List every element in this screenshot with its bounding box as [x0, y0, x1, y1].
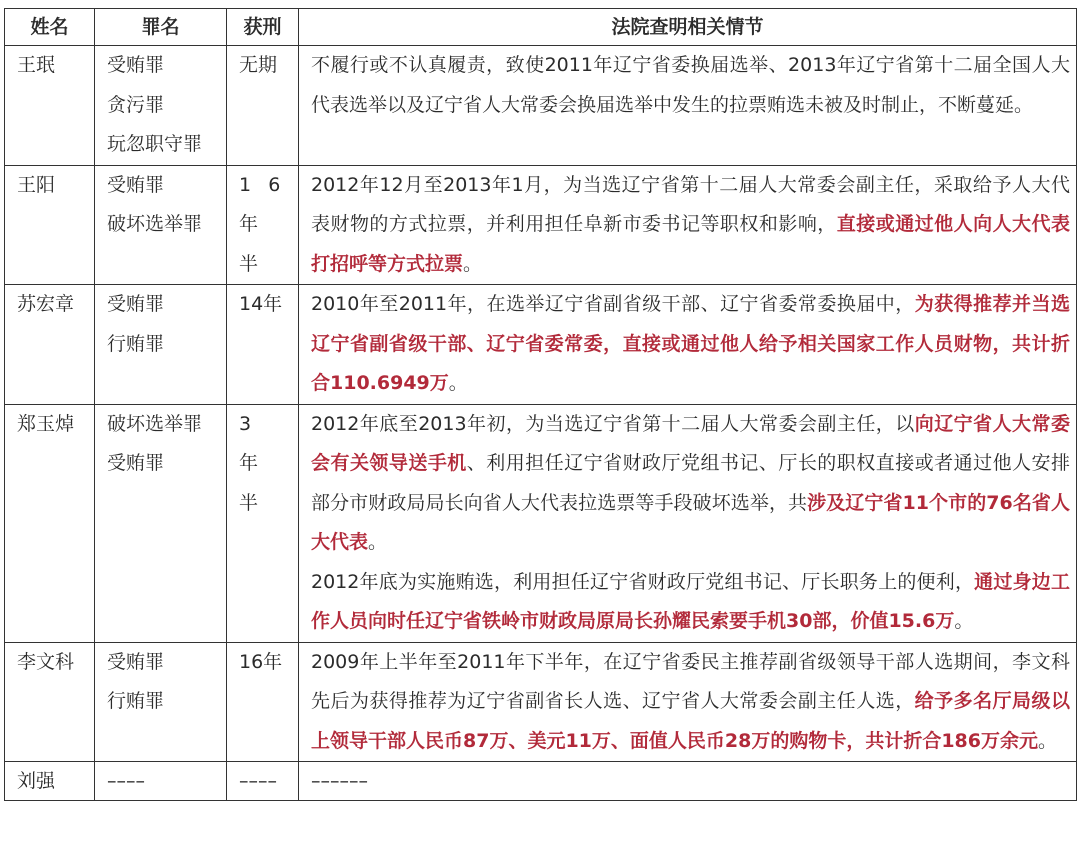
highlighted-fact: 通过身边工作人员向时任辽宁省铁岭市财政局原局长孙耀民索要手机30部，价值15.6万: [311, 570, 1070, 632]
cell-sentence: 16年: [227, 642, 299, 762]
facts-paragraph: [311, 285, 1070, 404]
table-header: [5, 9, 1077, 46]
cell-facts: [299, 285, 1077, 405]
cell-name: 李文科: [5, 642, 95, 762]
fact-text: 。: [448, 372, 468, 394]
fact-text: 。: [368, 531, 388, 553]
header-name: 姓名: [5, 9, 95, 46]
table-row: [5, 762, 1077, 801]
cell-name: 刘强: [5, 762, 95, 801]
table-row: [5, 642, 1077, 762]
crime-item: 受贿罪: [107, 293, 165, 315]
fact-text: 2012年底为实施贿选，利用担任辽宁省财政厅党组书记、厅长职务上的便利，: [311, 570, 975, 593]
header-facts: 法院查明相关情节: [299, 9, 1077, 46]
cell-facts: [299, 46, 1077, 166]
cell-sentence: 无期: [227, 46, 299, 166]
highlighted-fact: 直接或通过他人向人大代表打招呼等方式拉票: [311, 213, 1070, 275]
crime-item: 受贿罪: [107, 173, 165, 196]
crime-item: ––––: [107, 770, 145, 792]
facts-paragraph: [311, 46, 1070, 125]
highlighted-fact: 为获得推荐并当选辽宁省副省级干部、辽宁省委常委，直接或通过他人给予相关国家工作人员财物，共计折合110.6949万: [311, 293, 1070, 394]
table-row: [5, 404, 1077, 642]
cell-sentence: 14年: [227, 285, 299, 405]
cell-facts: [299, 404, 1077, 642]
header-crime: 罪名: [95, 9, 227, 46]
cell-name: 苏宏章: [5, 285, 95, 405]
facts-paragraph: [311, 762, 1070, 800]
cell-facts: [299, 642, 1077, 762]
highlighted-fact: 向辽宁省人大常委会有关领导送手机: [311, 412, 1070, 474]
cell-crimes: [95, 642, 227, 762]
crime-item: 受贿罪: [107, 650, 165, 673]
cell-sentence: 3 年 半: [227, 404, 299, 642]
table-row: [5, 165, 1077, 285]
cell-crimes: [95, 46, 227, 166]
cell-crimes: [95, 165, 227, 285]
crime-item: 行贿罪: [107, 690, 165, 712]
fact-text: 。: [1037, 729, 1057, 752]
fact-text: 不履行或不认真履责，致使2011年辽宁省委换届选举、2013年辽宁省第十二届全国人大代表选举以及辽宁省人大常委会换届选举中发生的拉票贿选未被及时制止，不断蔓延。: [311, 54, 1070, 116]
fact-text: ––––––: [311, 770, 368, 792]
crime-item: 玩忽职守罪: [107, 133, 203, 155]
crime-item: 行贿罪: [107, 332, 165, 355]
cell-crimes: [95, 404, 227, 642]
cell-sentence: 16 年 半: [227, 165, 299, 285]
table-row: [5, 46, 1077, 166]
facts-paragraph: [311, 405, 1070, 563]
facts-paragraph: [311, 643, 1070, 762]
cell-name: 郑玉焯: [5, 404, 95, 642]
facts-paragraph: [311, 166, 1070, 285]
fact-text: 2012年12月至2013年1月，为当选辽宁省第十二届人大常委会副主任，采取给予人大代表财物的方式拉票，并利用担任阜新市委书记等职权和影响，: [311, 173, 1070, 235]
cell-crimes: [95, 285, 227, 405]
crime-item: 贪污罪: [107, 93, 165, 116]
cell-facts: [299, 165, 1077, 285]
header-row: [5, 9, 1077, 46]
crime-item: 受贿罪: [107, 54, 165, 76]
cell-crimes: [95, 762, 227, 801]
crime-item: 破坏选举罪: [107, 213, 203, 235]
case-table: [4, 8, 1077, 801]
fact-text: 2012年底至2013年初，为当选辽宁省第十二届人大常委会副主任，以: [311, 412, 915, 435]
crime-item: 破坏选举罪: [107, 412, 203, 435]
highlighted-fact: 给予多名厅局级以上领导干部人民币87万、美元11万、面值人民币28万的购物卡，共计折合186万余元: [311, 690, 1070, 752]
cell-sentence: ––––: [227, 762, 299, 801]
fact-text: 2010年至2011年，在选举辽宁省副省级干部、辽宁省委常委换届中，: [311, 293, 915, 315]
header-sentence: 获刑: [227, 9, 299, 46]
table-body: [5, 46, 1077, 801]
crime-item: 受贿罪: [107, 452, 165, 474]
fact-text: 、利用担任辽宁省财政厅党组书记、厅长的职权直接或者通过他人安排部分市财政局局长向省人大代表拉选票等手段破坏选举，共: [311, 452, 1070, 514]
fact-text: 。: [954, 610, 974, 632]
fact-text: 。: [463, 252, 483, 275]
cell-name: 王阳: [5, 165, 95, 285]
highlighted-fact: 涉及辽宁省11个市的76名省人大代表: [311, 491, 1070, 553]
cell-name: 王珉: [5, 46, 95, 166]
table-row: [5, 285, 1077, 405]
facts-paragraph: [311, 563, 1070, 642]
fact-text: 2009年上半年至2011年下半年，在辽宁省委民主推荐副省级领导干部人选期间，李文科先后为获得推荐为辽宁省副省长人选、辽宁省人大常委会副主任人选，: [311, 650, 1070, 712]
cell-facts: [299, 762, 1077, 801]
